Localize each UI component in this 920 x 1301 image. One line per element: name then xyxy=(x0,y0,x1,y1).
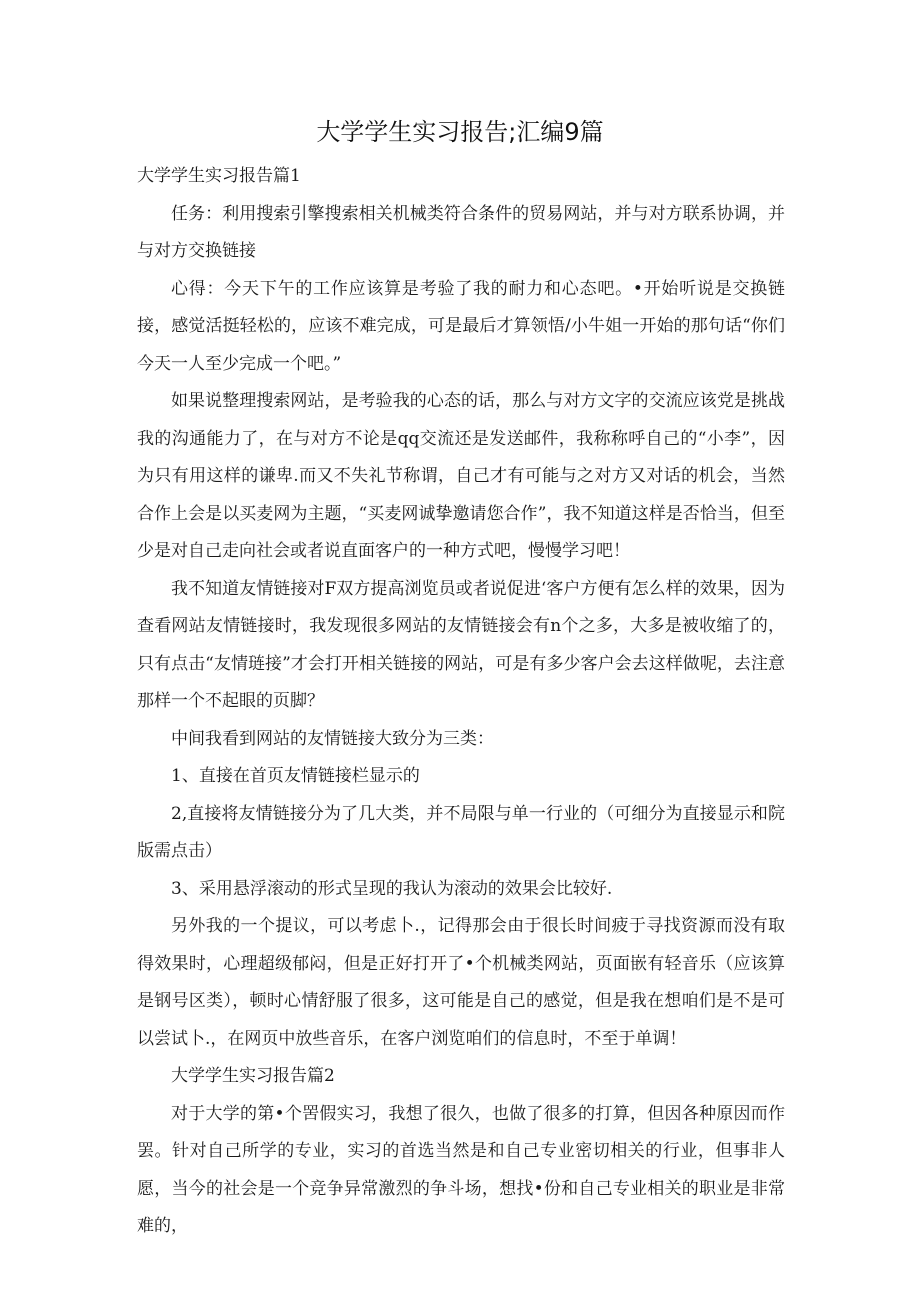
document-body xyxy=(137,158,785,1246)
paragraph-communication: 如果说整理搜索网站，是考验我的心态的话，那么与对方文字的交流应该党是挑战我的沟通能力了，在与对方不论是qq交流还是发送邮件，我称称呼自己的“小李”，因为只有用这样的谦卑.而又不失礼节称谓，自己才有可能与之对方又对话的机会，当然合作上会是以买麦网为主题，“买麦网诚挚邀请您合作”，我不知道这样是否恰当，但至少是对自己走向社会或者说直面客户的一种方式吧，慢慢学习吧！ xyxy=(137,391,785,561)
paragraph-suggestion: 另外我的一个提议，可以考虑卜.，记得那会由于很长时间疲于寻找资源而没有取得效果时，心理超级郁闷，但是正好打开了•个机械类网站，页面嵌有轻音乐（应该算是钢号区类），顿时心情舒服了很多，这可能是自己的感觉，但是我在想咱们是不是可以尝试卜.，在网页中放些音乐，在客户浏览咱们的信息时，不至于单调！ xyxy=(137,916,785,1049)
section-heading: 大学学生实习报告篇2 xyxy=(171,1066,335,1086)
list-item-3: 3、采用悬浮滚动的形式呈现的我认为滚动的效果会比较好. xyxy=(171,878,613,899)
paragraph-friend-links: 我不知道友情链接对F双方提高浏览员或者说促进‘客户方便有怎么样的效果，因为查看网站友情链接时，我发现很多网站的友情链接会有n个之多，大多是被收缩了的，只有点击“友情琏接”才会打开相关链接的网站，可是有多少客户会去这样做呢，去注意那样一个不起眼的页脚？ xyxy=(137,578,785,711)
list-item-2: 2,直接将友情链接分为了几大类，并不局限与单一行业的（可细分为直接显示和院版需点击） xyxy=(137,803,785,861)
paragraph-three-types: 中间我看到网站的友情链接大致分为三类： xyxy=(171,728,494,749)
paragraph-reflection: 心得：今天下午的工作应该算是考验了我的耐力和心态吧。•开始听说是交换链接，感觉活挺轻松的，应该不难完成，可是最后才算领悟/小牛姐一开始的那句话“你们今天一人至少完成一个吧。” xyxy=(137,278,785,374)
section-heading: 大学学生实习报告篇1 xyxy=(137,166,301,186)
list-item-1: 1、直接在首页友情链接栏显示的 xyxy=(171,766,420,786)
document-title: 大学学生实习报告;汇编9篇 xyxy=(316,118,604,146)
paragraph-internship: 对于大学的第•个罟假实习，我想了很久，也做了很多的打算，但因各种原因而作罢。针对自己所学的专业，实习的首选当然是和自己专业密切相关的行业，但事非人愿，当今的社会是一个竞争异常激烈的争斗场，想找•份和自己专业相关的职业是非常难的， xyxy=(137,1103,785,1236)
paragraph-task: 任务：利用搜索引擎搜索相关机械类符合条件的贸易网站，并与对方联系协调，并与对方交换链接 xyxy=(137,203,785,261)
